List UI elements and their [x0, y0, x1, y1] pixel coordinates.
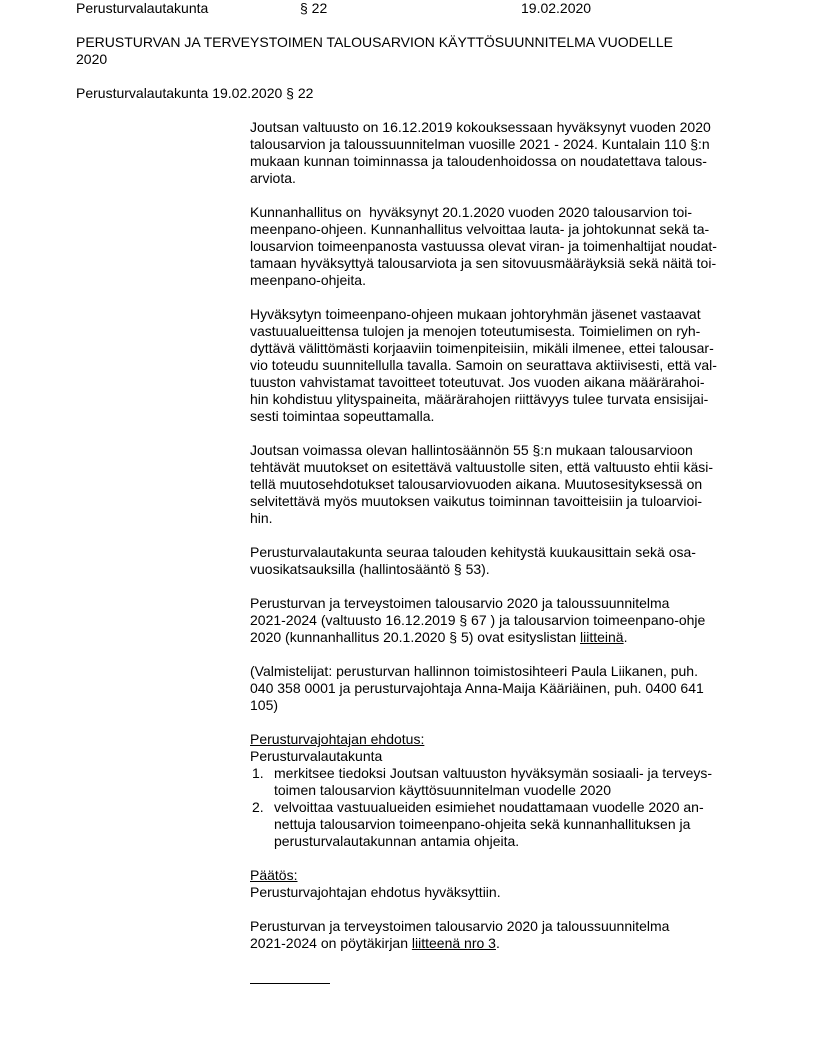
body-text-line [250, 629, 627, 646]
body-text-line: 105) [250, 697, 279, 713]
list-item-text: merkitsee tiedoksi Joutsan valtuuston hyväksymän sosiaali- ja terveys- [274, 765, 713, 781]
body-text-line: meenpano-ohjeen. Kunnanhallitus velvoittaa lauta- ja johtokunnat sekä ta- [250, 221, 710, 237]
attachment-link[interactable]: liitteenä nro 3 [411, 935, 496, 951]
header-section: § 22 [300, 0, 328, 16]
list-item-text: perusturvalautakunnan antamia ohjeita. [274, 833, 520, 849]
list-item-text: velvoittaa vastuualueiden esimiehet noudattamaan vuodelle 2020 an- [274, 799, 704, 815]
text-segment: . [495, 935, 500, 951]
body-text-line: meenpano-ohjeita. [250, 272, 366, 288]
body-text-line: Kunnanhallitus on hyväksynyt 20.1.2020 vuoden 2020 talousarvion toi- [250, 204, 693, 220]
body-text-line: Perusturvan ja terveystoimen talousarvio 2020 ja taloussuunnitelma [250, 918, 670, 934]
body-text-line: vuosikatsauksilla (hallintosääntö § 53). [250, 561, 490, 577]
body-text-line: mukaan kunnan toiminnassa ja taloudenhoidossa on noudatettava talous- [250, 153, 707, 169]
body-text-line: selvitettävä myös muutoksen vaikutus toiminnan tavoitteisiin ja tuloarvioi- [250, 493, 703, 509]
list-item-number: 2. [252, 799, 264, 815]
list-item-number: 1. [252, 765, 264, 781]
body-text-line: (Valmistelijat: perusturvan hallinnon toimistosihteeri Paula Liikanen, puh. [250, 663, 698, 679]
end-rule [250, 983, 330, 984]
body-text-line: Perusturvalautakunta [250, 748, 383, 764]
body-text-line: hin. [250, 510, 273, 526]
list-item-text: toimen talousarvion käyttösuunnitelman vuodelle 2020 [274, 782, 611, 798]
body-text-line [250, 731, 424, 748]
body-text-line: Perusturvajohtajan ehdotus hyväksyttiin. [250, 884, 501, 900]
section-heading: Perusturvajohtajan ehdotus: [250, 731, 425, 747]
list-item-text: nettuja talousarvion toimeenpano-ohjeita sekä kunnanhallituksen ja [274, 816, 691, 832]
section-heading: Päätös: [250, 867, 298, 883]
header-date: 19.02.2020 [521, 0, 592, 16]
body-text-line: Joutsan voimassa olevan hallintosäännön 55 §:n mukaan talousarvioon [250, 442, 693, 458]
body-text-line: sesti toimintaa sopeuttamalla. [250, 408, 435, 424]
text-segment: . [623, 629, 628, 645]
document-title-line-2: 2020 [76, 51, 108, 67]
meeting-reference: Perusturvalautakunta 19.02.2020 § 22 [76, 85, 314, 101]
body-text-line: vastuualueittensa tulojen ja menojen toteutumisesta. Toimielimen on ryh- [250, 323, 701, 339]
body-text-line: tehtävät muutokset on esitettävä valtuustolle siten, että valtuusto ehtii käsi- [250, 459, 714, 475]
header-board: Perusturvalautakunta [76, 0, 209, 16]
body-text-line: Hyväksytyn toimeenpano-ohjeen mukaan johtoryhmän jäsenet vastaavat [250, 306, 701, 322]
body-text-line: vio toteudu suunnitellulla tavalla. Samoin on seurattava aktiivisesti, että val- [250, 357, 717, 373]
body-text-line: hin kohdistuu ylityspaineita, määrärahojen riittävyys tulee turvata ensisijai- [250, 391, 709, 407]
attachment-link[interactable]: liitteinä [580, 629, 624, 645]
body-text-line: Perusturvalautakunta seuraa talouden kehitystä kuukausittain sekä osa- [250, 544, 696, 560]
body-text-line: 040 358 0001 ja perusturvajohtaja Anna-Maija Kääriäinen, puh. 0400 641 [250, 680, 704, 696]
body-text-line: talousarvion ja taloussuunnitelman vuosille 2021 - 2024. Kuntalain 110 §:n [250, 136, 710, 152]
body-text-line [250, 867, 297, 884]
body-text-line: dyttävä välittömästi korjaaviin toimenpiteisiin, mikäli ilmenee, ettei talousar- [250, 340, 714, 356]
body-text-line [250, 935, 500, 952]
body-text-line: Joutsan valtuusto on 16.12.2019 kokouksessaan hyväksynyt vuoden 2020 [250, 119, 711, 135]
body-text-line: tuuston vahvistamat tavoitteet toteutuvat. Jos vuoden aikana määrärahoi- [250, 374, 705, 390]
body-text-line: 2021-2024 (valtuusto 16.12.2019 § 67 ) ja talousarvion toimeenpano-ohje [250, 612, 706, 628]
body-text-line: Perusturvan ja terveystoimen talousarvio 2020 ja taloussuunnitelma [250, 595, 670, 611]
body-text-line: tamaan hyväksyttyä talousarviota ja sen sitovuusmääräyksiä sekä näitä toi- [250, 255, 717, 271]
body-text-line: lousarvion toimeenpanosta vastuussa olevat viran- ja toimenhaltijat noudat- [250, 238, 717, 254]
body-text-line: tellä muutosehdotukset talousarviovuoden aikana. Muutosesityksessä on [250, 476, 703, 492]
text-segment: 2020 (kunnanhallitus 20.1.2020 § 5) ovat esityslistan [250, 629, 580, 645]
document-title-line-1: PERUSTURVAN JA TERVEYSTOIMEN TALOUSARVION KÄYTTÖSUUNNITELMA VUODELLE [76, 34, 673, 50]
text-segment: 2021-2024 on pöytäkirjan [250, 935, 412, 951]
body-text-line: arviota. [250, 170, 296, 186]
